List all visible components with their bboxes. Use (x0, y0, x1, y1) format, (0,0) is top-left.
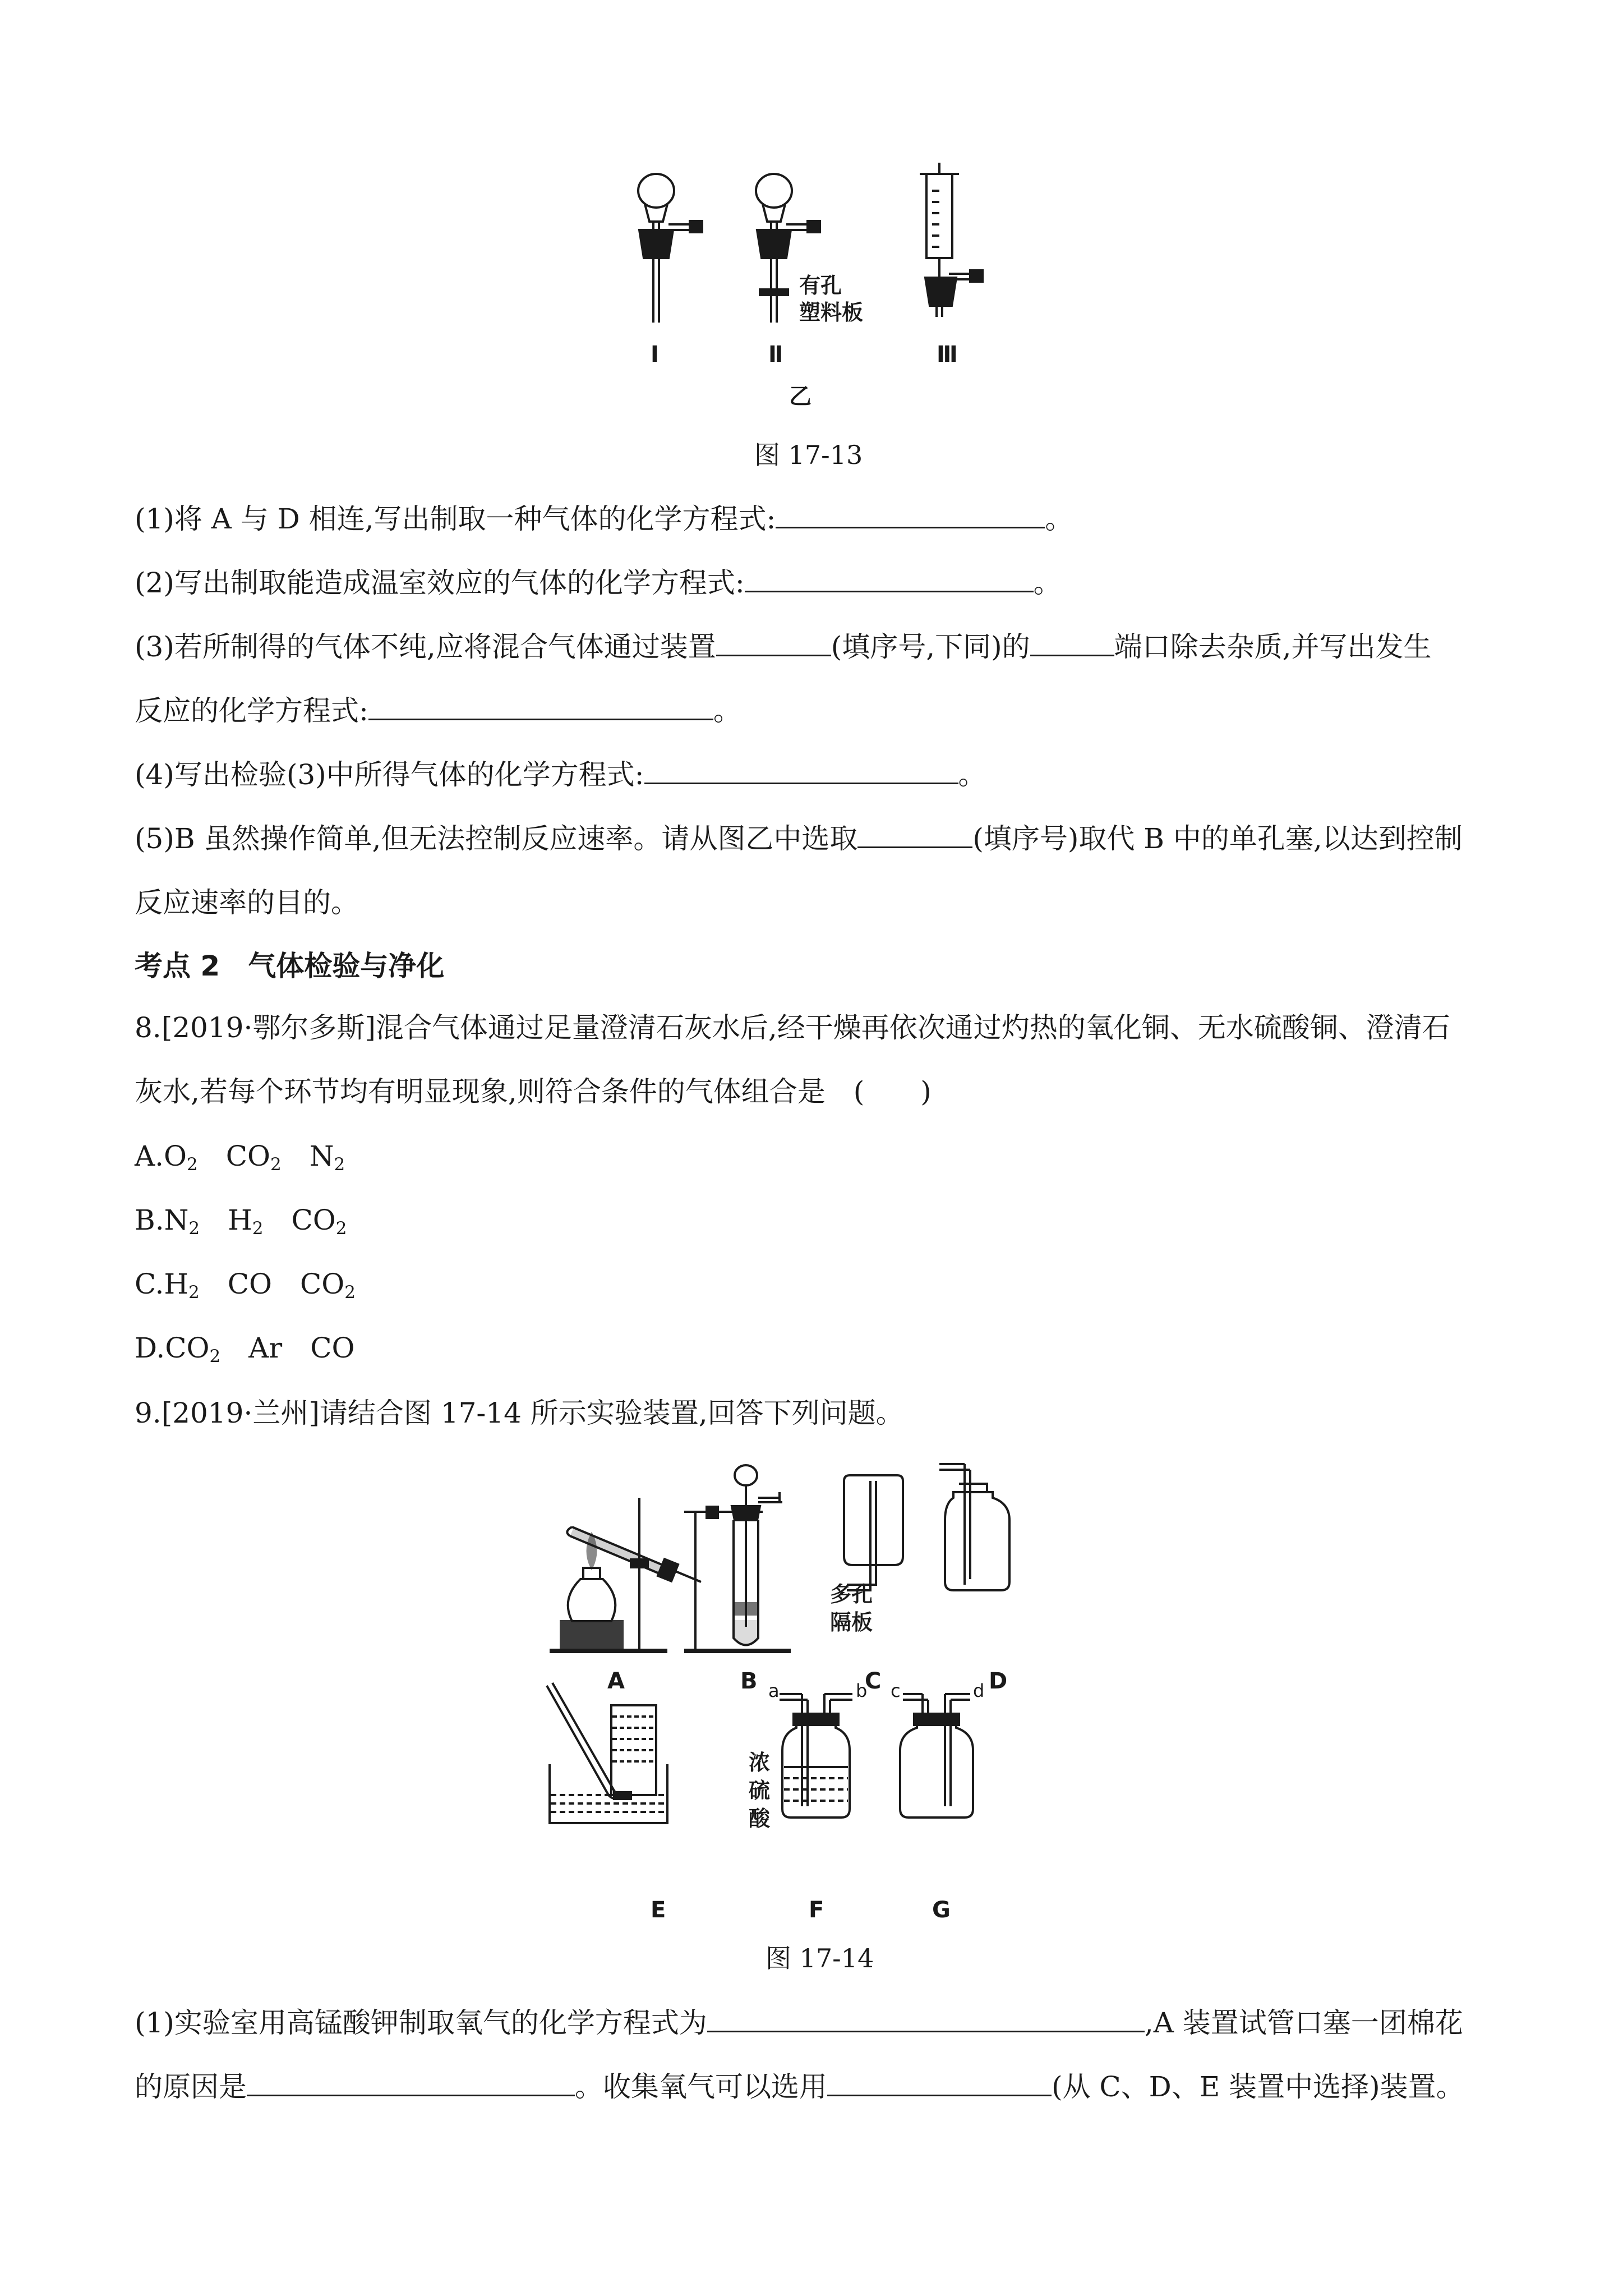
annotation-youkong: 有孔 (799, 273, 842, 298)
answer-blank[interactable] (857, 822, 972, 848)
label-e: E (651, 1897, 666, 1923)
label-g: G (932, 1897, 951, 1923)
answer-blank[interactable] (644, 758, 958, 784)
apparatus-a (550, 1498, 701, 1651)
q7-part3-line2 (135, 693, 741, 729)
q9-part1-text-e: (从 C、D、E 装置中选择)装置。 (1052, 2070, 1464, 2103)
port-b: b (856, 1680, 868, 1701)
q8-option-d[interactable]: $D.CO_2$ Ar CO (135, 1332, 355, 1366)
q9-part1-text-d: 。收集氧气可以选用 (575, 2070, 827, 2103)
figure-17-14 (516, 1458, 1105, 1941)
q7-part5-text-c: 反应速率的目的。 (135, 886, 359, 919)
separatory-funnel-1 (638, 174, 702, 323)
q7-part5-text-a: (5)B 虽然操作简单,但无法控制反应速率。请从图乙中选取 (135, 822, 858, 855)
figure-17-13-caption: 图 17-13 (754, 440, 863, 470)
label-acid-2: 硫 (749, 1778, 771, 1803)
apparatus-d (939, 1464, 1009, 1590)
q7-part3-text-c: 端口除去杂质,并写出发生 (1114, 631, 1432, 663)
q7-part3-text-a: (3)若所制得的气体不纯,应将混合气体通过装置 (135, 631, 716, 663)
apparatus-e (547, 1683, 667, 1823)
answer-blank[interactable] (827, 2070, 1052, 2096)
q7-part4 (135, 757, 986, 793)
q7-part2-end: 。 (1033, 567, 1062, 599)
annotation-suliaoban: 塑料板 (799, 300, 864, 325)
q7-part3-text-b: (填序号,下同)的 (831, 631, 1030, 663)
answer-blank[interactable] (716, 630, 831, 656)
q7-part2-text: (2)写出制取能造成温室效应的气体的化学方程式: (135, 567, 745, 599)
q9-part1-line2 (135, 2069, 1464, 2105)
label-b: B (740, 1668, 758, 1694)
port-a: a (768, 1680, 780, 1701)
port-c: c (891, 1680, 901, 1701)
q8-line1: 8.[2019·鄂尔多斯]混合气体通过足量澄清石灰水后,经干燥再依次通过灼热的氧化铜、无水硫酸铜、澄清石 (135, 1011, 1450, 1044)
q7-part4-end: 。 (958, 758, 986, 791)
q9-part1-line1 (135, 2005, 1463, 2041)
label-f: F (809, 1897, 824, 1923)
syringe-3 (920, 163, 983, 317)
apparatus-c (844, 1475, 903, 1590)
q7-part4-text: (4)写出检验(3)中所得气体的化学方程式: (135, 758, 644, 791)
q7-part5-text-b: (填序号)取代 B 中的单孔塞,以达到控制 (972, 822, 1463, 855)
apparatus-g (900, 1694, 973, 1818)
label-acid-3: 酸 (749, 1806, 771, 1831)
answer-blank[interactable] (707, 2006, 1145, 2032)
answer-blank[interactable] (247, 2070, 575, 2096)
answer-blank[interactable] (745, 566, 1034, 592)
label-porous-2: 隔板 (830, 1610, 873, 1635)
label-a: A (607, 1668, 625, 1694)
q8-option-b[interactable]: $B.N_2$ $H_2$ $CO_2$ (135, 1204, 347, 1239)
label-roman-1: Ⅰ (651, 342, 659, 367)
label-d: D (989, 1668, 1008, 1694)
q7-part5-line1 (135, 821, 1463, 857)
answer-blank[interactable] (1030, 630, 1114, 656)
q9-part1-text-b: ,A 装置试管口塞一团棉花 (1144, 2007, 1463, 2039)
apparatus-f (780, 1694, 852, 1818)
port-d: d (973, 1680, 985, 1701)
label-porous-1: 多孔 (830, 1582, 873, 1607)
q7-part5-line2 (135, 885, 359, 921)
label-c: C (865, 1668, 882, 1694)
apparatus-b (684, 1465, 791, 1651)
q8-option-a[interactable]: $A.O_2$ $CO_2$ $N_2$ (135, 1140, 345, 1175)
answer-blank[interactable] (776, 502, 1045, 528)
section-heading: 考点 2 气体检验与净化 (135, 950, 445, 982)
figure-17-14-caption: 图 17-14 (766, 1943, 874, 1973)
q7-part1 (135, 501, 1073, 537)
q8-option-c[interactable]: $C.H_2$ CO $CO_2$ (135, 1268, 356, 1303)
label-roman-3: Ⅲ (937, 342, 958, 367)
q7-part1-end: 。 (1045, 503, 1073, 535)
q7-part2 (135, 565, 1062, 601)
label-roman-2: Ⅱ (768, 342, 783, 367)
answer-blank[interactable] (368, 694, 713, 720)
label-acid-1: 浓 (749, 1750, 771, 1775)
q9-intro: 9.[2019·兰州]请结合图 17-14 所示实验装置,回答下列问题。 (135, 1397, 904, 1429)
q9-part1-text-a: (1)实验室用高锰酸钾制取氧气的化学方程式为 (135, 2007, 707, 2039)
q7-part3-end: 。 (713, 694, 741, 727)
group-label-yi: 乙 (789, 384, 811, 409)
q7-part3-text-d: 反应的化学方程式: (135, 694, 368, 727)
q7-part1-text: (1)将 A 与 D 相连,写出制取一种气体的化学方程式: (135, 503, 776, 535)
q9-part1-text-c: 的原因是 (135, 2070, 247, 2103)
q8-line2: 灰水,若每个环节均有明显现象,则符合条件的气体组合是 ( ) (135, 1075, 932, 1108)
q7-part3-line1 (135, 629, 1432, 665)
figure-17-13 (606, 163, 1021, 426)
